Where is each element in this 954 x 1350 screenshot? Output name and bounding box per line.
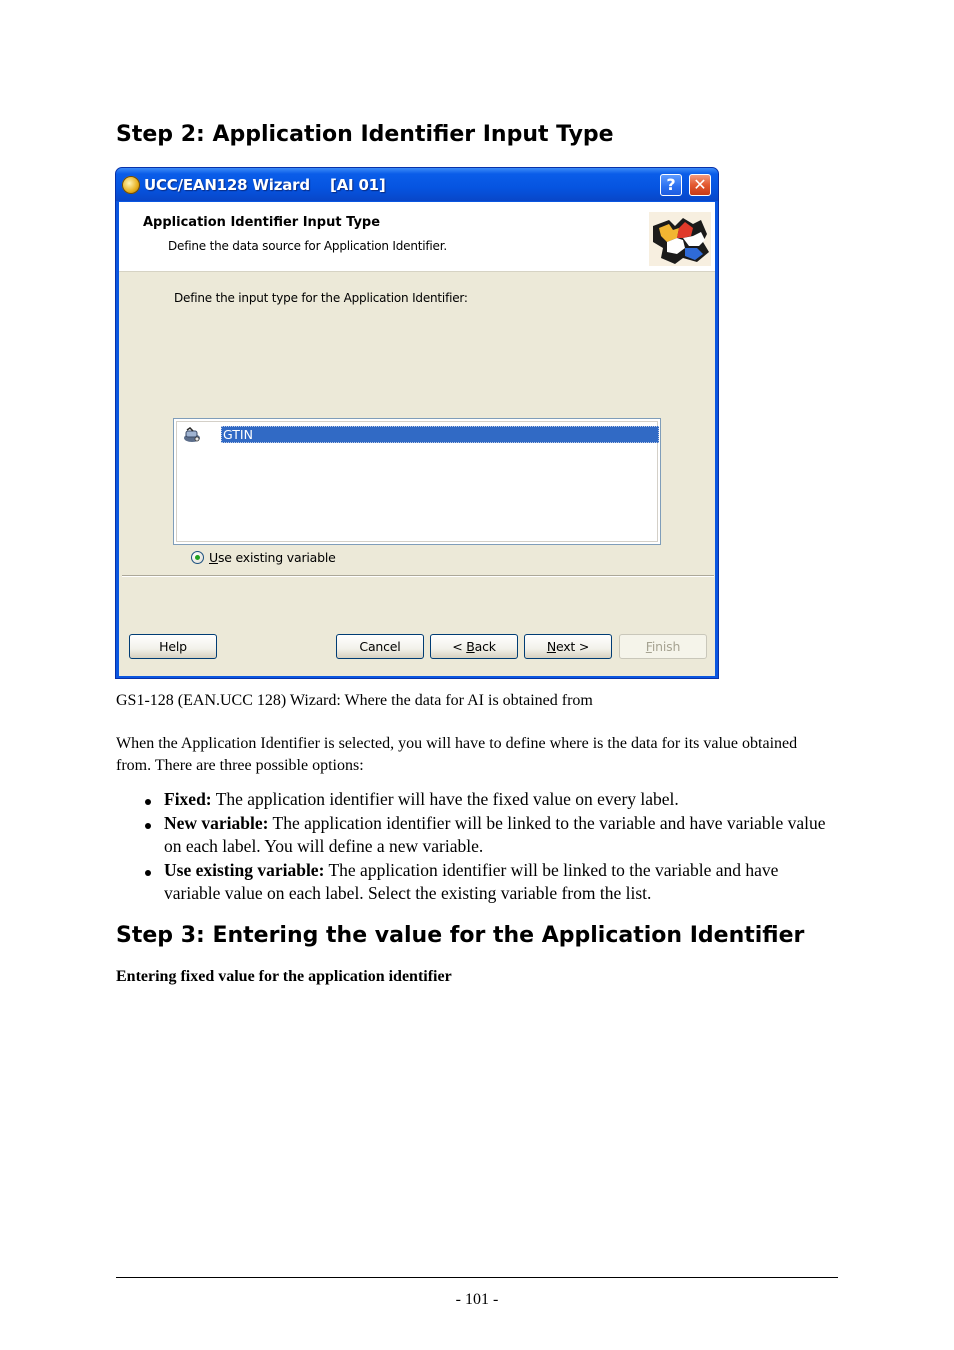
wizard-step-subtitle: Define the data source for Application Identifier. bbox=[168, 239, 447, 253]
app-icon bbox=[122, 176, 140, 194]
close-icon[interactable]: ✕ bbox=[689, 174, 711, 196]
section-heading-step2: Step 2: Application Identifier Input Type bbox=[116, 122, 614, 147]
finish-button[interactable] bbox=[619, 634, 707, 659]
variable-listbox[interactable] bbox=[173, 418, 661, 545]
list-item[interactable] bbox=[179, 425, 661, 445]
list-item-label[interactable]: GTIN bbox=[221, 426, 659, 443]
finish-button-mnemonic: F bbox=[645, 639, 652, 654]
dialog-separator bbox=[122, 575, 714, 577]
bullet-label-new-variable: New variable: bbox=[164, 812, 269, 833]
dialog-titlebar[interactable] bbox=[116, 168, 718, 201]
radio-use-existing-variable[interactable] bbox=[191, 548, 336, 566]
footer-divider bbox=[116, 1277, 838, 1278]
listbox-inner bbox=[176, 421, 658, 542]
back-button-prefix: < bbox=[452, 639, 467, 654]
radio-use-existing-mnemonic: U bbox=[209, 549, 218, 565]
back-button-mnemonic: B bbox=[466, 639, 475, 654]
dialog-title: UCC/EAN128 Wizard [AI 01] bbox=[144, 176, 386, 194]
input-type-prompt: Define the input type for the Application Identifier: bbox=[174, 291, 468, 305]
help-button[interactable]: Help bbox=[129, 634, 217, 659]
list-item bbox=[116, 812, 838, 859]
help-titlebar-button[interactable]: ? bbox=[660, 174, 682, 196]
wizard-header bbox=[119, 202, 715, 272]
next-button[interactable] bbox=[524, 634, 612, 659]
puzzle-icon bbox=[649, 212, 711, 266]
wizard-step-title: Application Identifier Input Type bbox=[143, 215, 381, 230]
bullet-text-fixed: The application identifier will have the fixed value on every label. bbox=[211, 789, 679, 809]
intro-paragraph: When the Application Identifier is selected, you will have to define where is the data for its value obtained from. There are three possible options: bbox=[116, 735, 798, 774]
variable-icon bbox=[182, 427, 202, 443]
radio-use-existing-circle[interactable] bbox=[191, 551, 204, 564]
radio-use-existing-label: se existing variable bbox=[217, 549, 336, 565]
bullet-text-new-variable: The application identifier will be linked to the variable and have variable value on each label. You will define a new variable. bbox=[164, 812, 826, 856]
cancel-button[interactable]: Cancel bbox=[336, 634, 424, 659]
back-button[interactable] bbox=[430, 634, 518, 659]
finish-button-label: inish bbox=[651, 639, 681, 654]
list-item bbox=[116, 788, 838, 812]
next-button-mnemonic: N bbox=[546, 639, 556, 654]
options-list bbox=[116, 788, 838, 906]
bullet-label-fixed: Fixed: bbox=[164, 789, 212, 809]
back-button-label: ack bbox=[474, 639, 496, 654]
page-number: - 101 - bbox=[455, 1291, 499, 1308]
bullet-text-use-existing: The application identifier will be linked to the variable and have variable value on each label. Select the existing variable from the list. bbox=[164, 859, 779, 903]
figure-caption: GS1-128 (EAN.UCC 128) Wizard: Where the data for AI is obtained from bbox=[116, 692, 593, 709]
section-heading-step3: Step 3: Entering the value for the Application Identifier bbox=[116, 923, 805, 948]
next-button-label: ext > bbox=[555, 639, 590, 654]
list-item bbox=[116, 859, 838, 906]
bullet-label-use-existing: Use existing variable: bbox=[164, 859, 325, 880]
sub-heading: Entering fixed value for the application identifier bbox=[116, 968, 452, 985]
